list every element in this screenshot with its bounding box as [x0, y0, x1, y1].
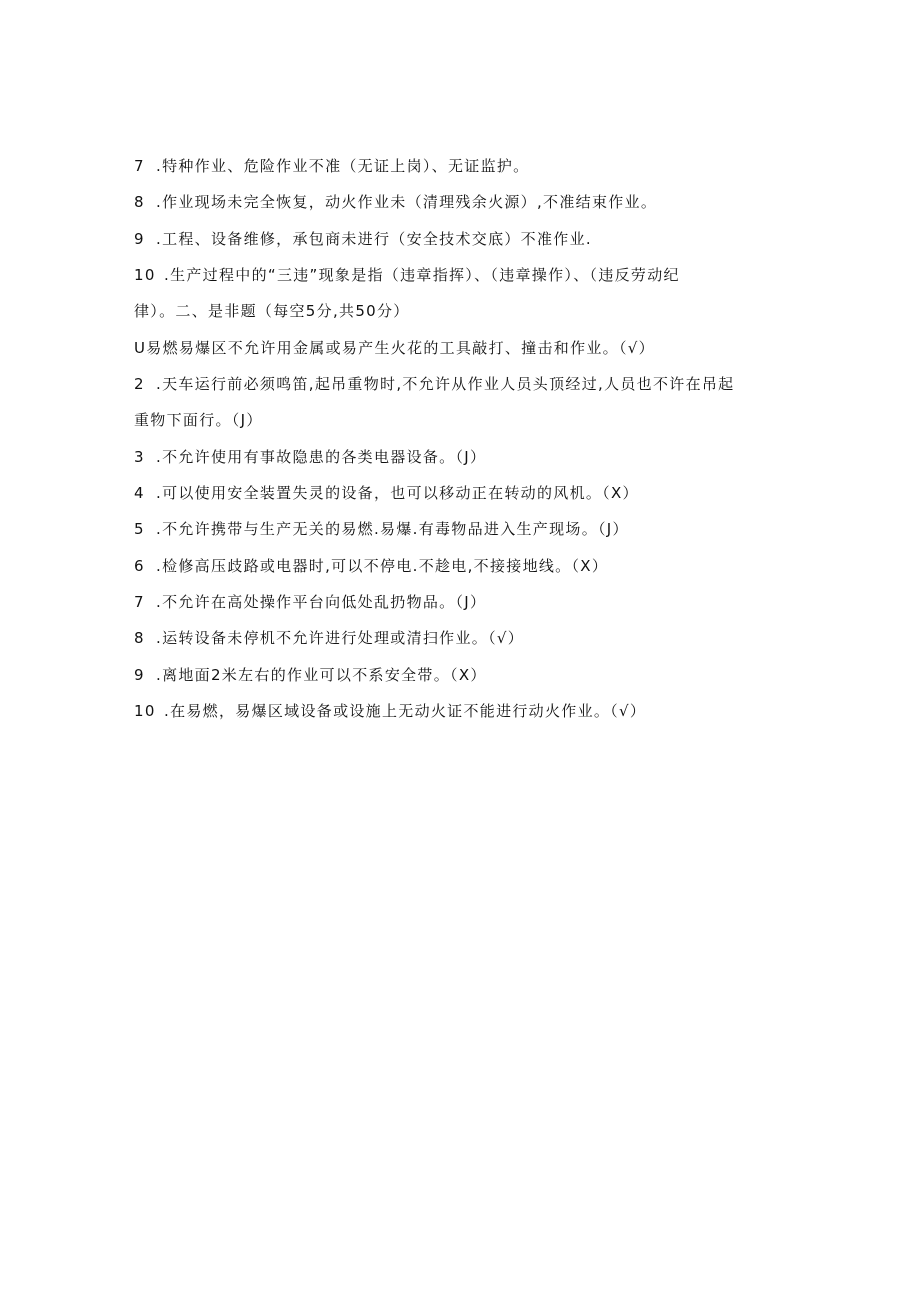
text-line [134, 519, 629, 539]
item-number: 3 [134, 448, 145, 466]
item-text: .可以使用安全装置失灵的设备，也可以移动正在转动的风机。（X） [156, 484, 639, 502]
item-number: 8 [134, 629, 145, 647]
item-text: .作业现场未完全恢复，动火作业未（清理残余火源）,不准结束作业。 [156, 193, 658, 211]
text-line [134, 301, 410, 321]
text-line [134, 229, 592, 249]
text-line [134, 556, 608, 576]
text-line [134, 192, 657, 212]
item-number: 5 [134, 520, 145, 538]
text-line [134, 447, 486, 467]
item-text: .不允许使用有事故隐患的各类电器设备。（J） [156, 448, 487, 466]
item-text: .运转设备未停机不允许进行处理或清扫作业。（√） [156, 629, 525, 647]
text-line [134, 265, 680, 285]
item-number: 9 [134, 230, 145, 248]
item-number: 2 [134, 375, 145, 393]
item-text: .生产过程中的“三违”现象是指（违章指挥）、（违章操作）、（违反劳动纪 [164, 266, 680, 284]
item-number: 6 [134, 557, 145, 575]
item-text: 律）。二、是非题（每空5分,共50分） [134, 302, 410, 320]
text-line [134, 410, 263, 430]
item-text: .不允许携带与生产无关的易燃.易爆.有毒物品进入生产现场。（J） [156, 520, 629, 538]
text-line [134, 665, 487, 685]
item-text: U易燃易爆区不允许用金属或易产生火花的工具敲打、撞击和作业。（√） [134, 339, 655, 357]
item-number: 10 [134, 266, 156, 284]
item-text: .不允许在高处操作平台向低处乱扔物品。（J） [156, 593, 487, 611]
item-number: 4 [134, 484, 145, 502]
item-text: .天车运行前必须鸣笛,起吊重物时,不允许从作业人员头顶经过,人员也不许在吊起 [156, 375, 735, 393]
text-line [134, 483, 639, 503]
item-number: 10 [134, 702, 156, 720]
text-line [134, 374, 734, 394]
item-number: 8 [134, 193, 145, 211]
item-number: 7 [134, 593, 145, 611]
text-line [134, 338, 655, 358]
text-line [134, 592, 486, 612]
item-text: .特种作业、危险作业不准（无证上岗）、无证监护。 [156, 157, 530, 175]
item-number: 9 [134, 666, 145, 684]
text-line [134, 628, 524, 648]
text-line [134, 156, 529, 176]
item-text: 重物下面行。（J） [134, 411, 263, 429]
text-line [134, 701, 646, 721]
item-text: .检修高压歧路或电器时,可以不停电.不趁电,不接接地线。（X） [156, 557, 609, 575]
item-number: 7 [134, 157, 145, 175]
item-text: .离地面2米左右的作业可以不系安全带。（X） [156, 666, 487, 684]
item-text: .工程、设备维修，承包商未进行（安全技术交底）不准作业. [156, 230, 592, 248]
item-text: .在易燃，易爆区域设备或设施上无动火证不能进行动火作业。（√） [164, 702, 647, 720]
